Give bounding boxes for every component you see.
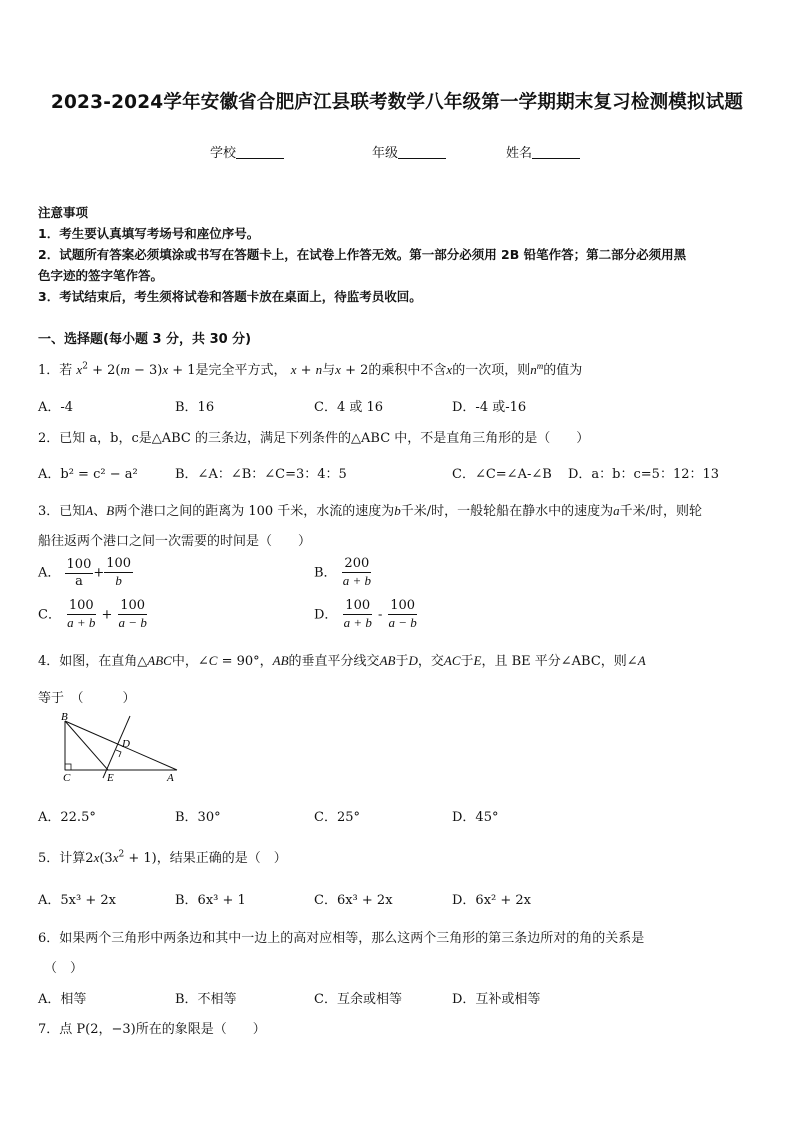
bisector-be [65, 721, 108, 770]
question-7: 7．点 P(2，−3)所在的象限是（ ） [38, 1022, 266, 1037]
question-3: 3．已知A、B两个港口之间的距离为 100 千米，水流的速度为b千米/时，一般轮船在静水中的速度为a千米/时，则轮 [38, 503, 703, 519]
label-a: A [167, 772, 174, 784]
page-title: 2023-2024学年安徽省合肥庐江县联考数学八年级第一学期期末复习检测模拟试题 [50, 92, 744, 113]
question-1: 1．若 $x^2 + 2(m - 3)x + 1$是完全平方式， x + n与x + 2的乘积中不含x的一次项，则$n^m$的值为 [38, 360, 583, 378]
q6-option-c[interactable]: C．互余或相等 [314, 992, 402, 1007]
question-4-cont: 等于 （ ） [38, 691, 136, 706]
question-6-cont: （ ） [44, 961, 84, 976]
q3-option-b[interactable]: B． $\frac{200}{a + b}$ [314, 556, 371, 588]
q4-option-c[interactable]: C．25° [314, 810, 360, 825]
q4-option-a[interactable]: A．22.5° [38, 810, 96, 825]
label-d: D [122, 738, 130, 750]
triangle-figure [55, 712, 185, 784]
question-4: 4．如图，在直角△ABC中，∠C = 90°，AB的垂直平分线交AB于D，交AC于E，且 BE 平分∠ABC，则∠A [38, 653, 646, 669]
question-6: 6．如果两个三角形中两条边和其中一边上的高对应相等，那么这两个三角形的第三条边所对的角的关系是 [38, 931, 645, 946]
q1-option-c[interactable]: C．4 或 16 [314, 400, 384, 415]
side-ab [65, 721, 177, 770]
label-c: C [63, 772, 71, 784]
grade-field: 年级 [372, 142, 446, 161]
q2-option-a[interactable]: A．b² = c² − a² [38, 467, 138, 482]
note-2-cont: 色字迹的签字笔作答。 [38, 268, 164, 283]
school-field: 学校 [210, 142, 284, 161]
q1-option-d[interactable]: D．-4 或-16 [452, 400, 527, 415]
name-field: 姓名 [506, 142, 580, 161]
label-e: E [107, 772, 114, 784]
section-heading: 一、选择题(每小题 3 分，共 30 分) [38, 332, 252, 347]
notes-heading: 注意事项 [38, 205, 89, 220]
q2-option-b[interactable]: B．∠A：∠B：∠C=3：4：5 [175, 467, 347, 482]
question-2: 2．已知 a，b，c是△ABC 的三条边，满足下列条件的△ABC 中，不是直角三角形的是（ ） [38, 431, 590, 446]
q5-option-d[interactable]: D．6x² + 2x [452, 893, 531, 908]
q5-option-c[interactable]: C．6x³ + 2x [314, 893, 393, 908]
q5-option-b[interactable]: B．6x³ + 1 [175, 893, 246, 908]
right-angle-mark-c [65, 764, 71, 770]
question-3-cont: 船往返两个港口之间一次需要的时间是（ ） [38, 534, 312, 549]
note-2: 2．试题所有答案必须填涂或书写在答题卡上，在试卷上作答无效。第一部分必须用 2B 铅笔作答；第二部分必须用黑 [38, 247, 687, 262]
label-b: B [61, 712, 68, 723]
note-3: 3．考试结束后，考生须将试卷和答题卡放在桌面上，待监考员收回。 [38, 289, 422, 304]
q1-option-b[interactable]: B．16 [175, 400, 215, 415]
right-angle-mark-d [116, 750, 121, 757]
question-5: 5．计算$2x(3x^2 + 1)$，结果正确的是（ ） [38, 849, 287, 866]
q1-option-a[interactable]: A．-4 [38, 400, 74, 415]
q6-option-b[interactable]: B．不相等 [175, 992, 237, 1007]
q6-option-a[interactable]: A．相等 [38, 992, 87, 1007]
q5-option-a[interactable]: A．5x³ + 2x [38, 893, 116, 908]
q3-option-a[interactable]: A． $\frac{100}{a}$ + $\frac{100}{b}$ [38, 556, 132, 589]
q6-option-d[interactable]: D．互补或相等 [452, 992, 541, 1007]
q4-option-d[interactable]: D．45° [452, 810, 499, 825]
q3-option-d[interactable]: D． $\frac{100}{a + b}$ - $\frac{100}{a - b}$ [314, 598, 417, 630]
q3-option-c[interactable]: C． $\frac{100}{a + b}$ + $\frac{100}{a - b}$ [38, 598, 147, 630]
note-1: 1．考生要认真填写考场号和座位序号。 [38, 226, 260, 241]
q2-option-c[interactable]: C．∠C=∠A-∠B [452, 467, 552, 482]
q2-option-d[interactable]: D．a：b：c=5：12：13 [568, 467, 720, 482]
q4-option-b[interactable]: B．30° [175, 810, 221, 825]
